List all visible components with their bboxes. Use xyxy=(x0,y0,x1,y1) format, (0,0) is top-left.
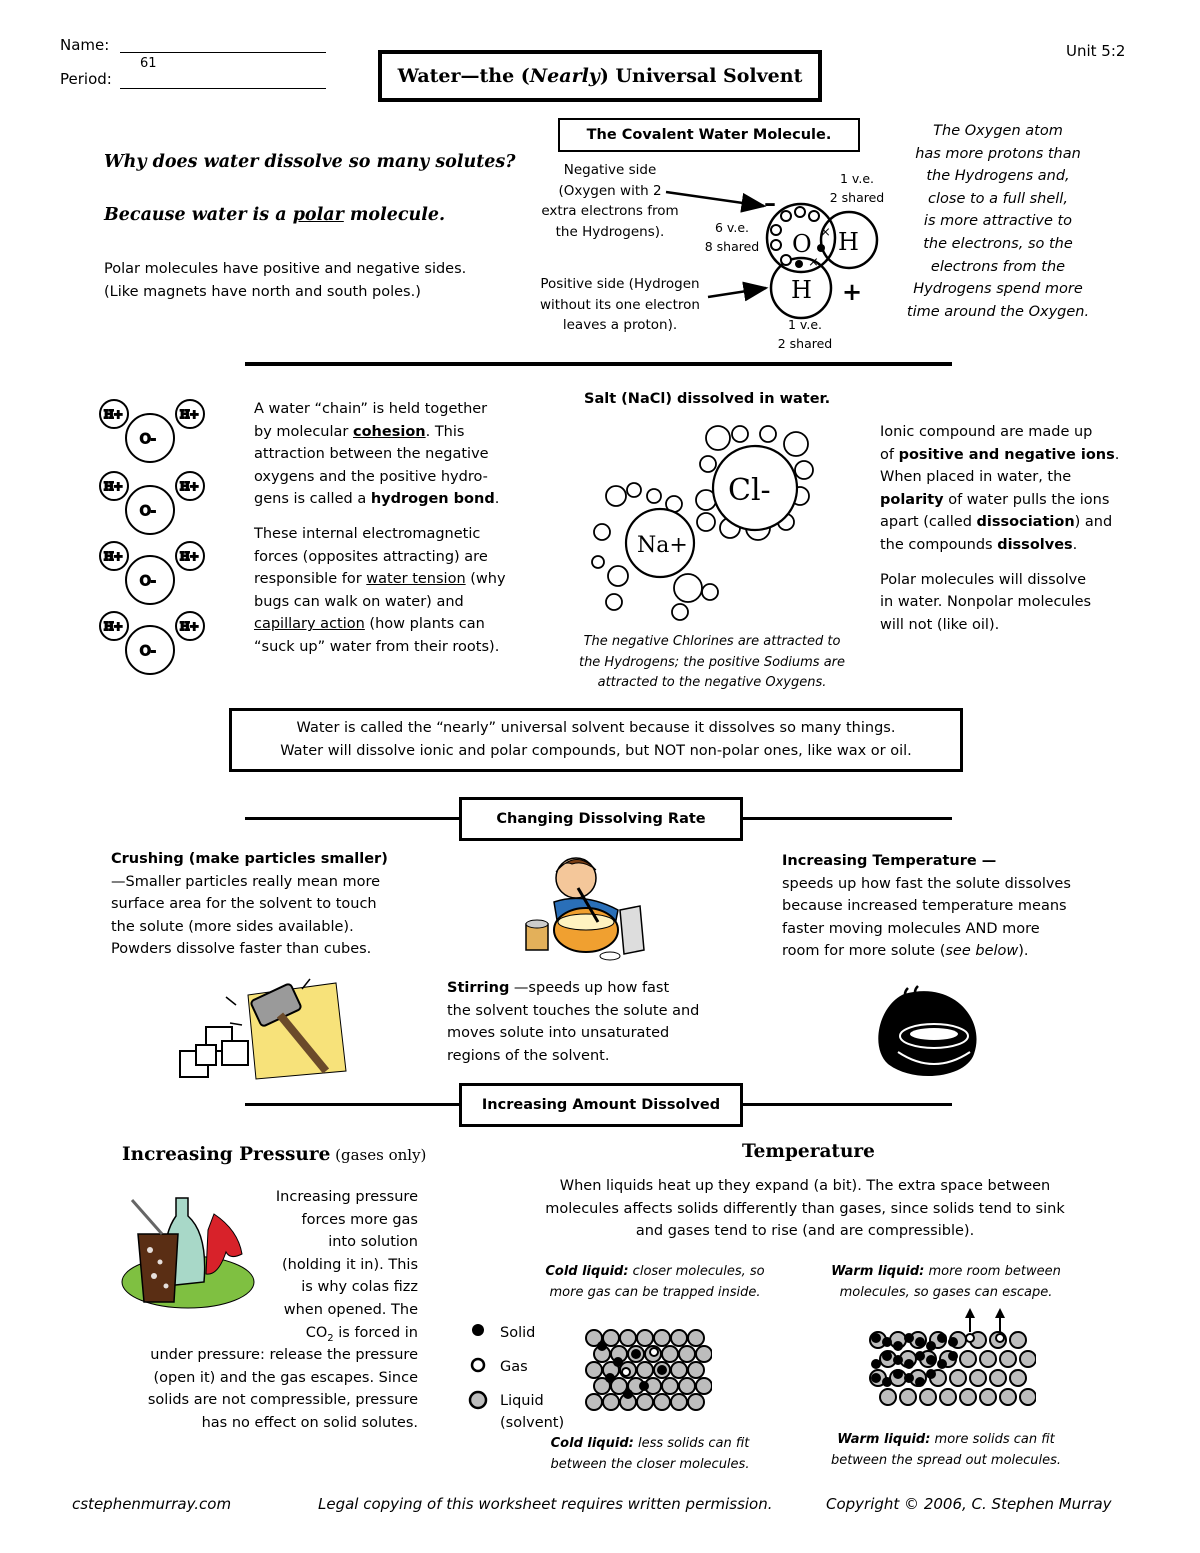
hydrogen-label: H+ xyxy=(180,620,199,633)
solid-particle xyxy=(926,1341,936,1351)
solid-particle xyxy=(623,1389,633,1399)
gas-particle xyxy=(622,1368,630,1376)
water-molecule-small xyxy=(732,426,748,442)
hydrogen-label: H+ xyxy=(180,480,199,493)
water-molecule-small xyxy=(606,594,622,610)
liquid-particle xyxy=(637,1362,653,1378)
water-molecule xyxy=(100,472,204,534)
liquid-particle xyxy=(950,1370,966,1386)
water-chain-text: A water “chain” is held together by molecular cohesion. This attraction between the negative oxygens and the positive hydro- gens is called a hydrogen bond. These internal electromagnetic forces (opposites attracting) are responsible for water tension (why bugs can walk on water) and capillary action (how plants can “suck up” water from their roots). xyxy=(254,401,506,655)
temperature-title: Temperature xyxy=(742,1141,875,1162)
liquid-particle xyxy=(980,1351,996,1367)
gas-particle xyxy=(650,1348,658,1356)
water-molecule-small xyxy=(700,456,716,472)
amount-box-title: Increasing Amount Dissolved xyxy=(459,1083,743,1127)
hot-cup-image xyxy=(874,980,986,1080)
oxygen-label: O- xyxy=(140,644,156,659)
hydrogen-label: H+ xyxy=(180,550,199,563)
solid-particle xyxy=(948,1337,958,1347)
salt-dissolved-diagram xyxy=(588,416,822,622)
hydrogen-symbol-bottom: H xyxy=(791,276,812,304)
solid-particle xyxy=(882,1377,892,1387)
liquid-particle xyxy=(990,1370,1006,1386)
solid-particle xyxy=(613,1357,623,1367)
gas-particle xyxy=(996,1334,1004,1342)
liquid-particle xyxy=(654,1330,670,1346)
water-molecule-small xyxy=(702,584,718,600)
solid-particle xyxy=(937,1359,947,1369)
shared-electron xyxy=(817,244,825,252)
positive-side-label: Positive side (Hydrogen without its one electron leaves a proton). xyxy=(540,276,700,333)
water-molecule-small xyxy=(606,486,626,506)
shared-electron-marker: × xyxy=(820,225,831,240)
footer-legal: Legal copying of this worksheet requires written permission. xyxy=(318,1495,773,1513)
oxygen-atom-note: The Oxygen atom has more protons than the Hydrogens and, close to a full shell, is more attractive to the electrons, so the electrons from the Hydrogens spend more time around the Oxygen. xyxy=(906,123,1090,320)
hydrogen-label: H+ xyxy=(104,550,123,563)
crushing-text: Crushing (make particles smaller) —Smaller particles really mean more surface area for the solvent to touch the solute (more sides available). Powders dissolve faster than cubes. xyxy=(111,851,388,958)
liquid-particle xyxy=(970,1370,986,1386)
water-molecule-diagram xyxy=(660,180,890,320)
solid-particle xyxy=(893,1369,903,1379)
solid-particle xyxy=(631,1349,641,1359)
footer-site[interactable]: cstephenmurray.com xyxy=(72,1495,232,1513)
liquid-particle xyxy=(696,1346,712,1362)
polar-explanation: Polar molecules have positive and negative sides. (Like magnets have north and south poles.) xyxy=(104,261,467,300)
water-molecule xyxy=(100,612,204,674)
cold-liquid-solid-caption: Cold liquid: less solids can fit between the closer molecules. xyxy=(550,1436,750,1472)
liquid-particle xyxy=(900,1389,916,1405)
water-molecule-small xyxy=(706,426,730,450)
oxygen-label: O- xyxy=(140,574,156,589)
liquid-particle xyxy=(1020,1351,1036,1367)
oxygen-symbol: O xyxy=(792,230,812,258)
solid-particle xyxy=(937,1333,947,1343)
shared-electron-marker: × xyxy=(808,255,819,270)
hydrogen-bottom-ve: 1 v.e. 2 shared xyxy=(777,317,833,351)
water-molecule-small xyxy=(674,574,702,602)
hydrogen-label: H+ xyxy=(104,620,123,633)
legend-liquid-label: Liquid xyxy=(500,1393,544,1409)
solid-legend-icon xyxy=(472,1324,484,1336)
water-molecule-small xyxy=(608,566,628,586)
water-molecule-small xyxy=(795,461,813,479)
solid-particle xyxy=(657,1365,667,1375)
oxygen-label: O- xyxy=(140,432,156,447)
unit-label: Unit 5:2 xyxy=(1066,42,1126,60)
period-label: Period: xyxy=(60,70,112,88)
ionic-compound-text: Ionic compound are made up of positive and negative ions. When placed in water, the polarity of water pulls the ions apart (called dissociation) and the compounds dissolves. Polar molecules will dissolve in water. Nonpolar molecules will not (like oil). xyxy=(880,424,1120,633)
hydrogen-symbol-right: H xyxy=(838,228,859,256)
liquid-particle xyxy=(688,1330,704,1346)
negative-side-label: Negative side (Oxygen with 2 extra electrons from the Hydrogens). xyxy=(541,162,679,240)
solid-particle xyxy=(871,1359,881,1369)
temperature-text: When liquids heat up they expand (a bit). The extra space between molecules affects solids differently than gases, since solids tend to sink and gases tend to rise (and are compressible). xyxy=(545,1178,1065,1240)
solid-particle xyxy=(915,1377,925,1387)
liquid-particle xyxy=(940,1389,956,1405)
solid-particle xyxy=(871,1373,881,1383)
liquid-particle xyxy=(1000,1351,1016,1367)
name-label: Name: xyxy=(60,36,110,54)
oxygen-label: O- xyxy=(140,504,156,519)
solid-particle xyxy=(904,1333,914,1343)
solid-particle xyxy=(915,1337,925,1347)
solid-particle xyxy=(904,1359,914,1369)
legend-gas-label: Gas xyxy=(500,1359,528,1375)
summary-box xyxy=(229,708,963,772)
name-field[interactable] xyxy=(120,52,326,53)
period-value: 61 xyxy=(140,56,157,71)
liquid-particle xyxy=(920,1389,936,1405)
water-molecule-small xyxy=(784,432,808,456)
liquid-particle xyxy=(671,1362,687,1378)
legend-solvent-label: (solvent) xyxy=(500,1415,565,1431)
water-molecule-small xyxy=(760,426,776,442)
liquid-particle xyxy=(637,1394,653,1410)
liquid-particle xyxy=(1020,1389,1036,1405)
solid-particle xyxy=(926,1355,936,1365)
liquid-particle xyxy=(960,1351,976,1367)
footer-copyright: Copyright © 2006, C. Stephen Murray xyxy=(826,1495,1112,1513)
warm-liquid-solid-caption: Warm liquid: more solids can fit between the spread out molecules. xyxy=(830,1432,1062,1468)
hammer-sugar-cubes-image xyxy=(176,975,352,1085)
section-divider xyxy=(245,362,952,366)
stirring-text: Stirring —speeds up how fast the solvent touches the solute and moves solute into unsaturated regions of the solvent. xyxy=(447,980,700,1064)
water-molecule-small xyxy=(672,604,688,620)
gas-particle xyxy=(966,1334,974,1342)
water-molecule xyxy=(100,400,204,462)
intro-answer: Because water is a polar molecule. xyxy=(104,205,446,225)
warm-liquid-gas-caption: Warm liquid: more room between molecules, so gases can escape. xyxy=(831,1264,1061,1300)
solid-particle xyxy=(882,1351,892,1361)
solid-particle xyxy=(893,1341,903,1351)
legend-solid-label: Solid xyxy=(500,1325,536,1341)
page-title: Water—the (Nearly) Universal Solvent xyxy=(378,50,822,102)
solid-particle xyxy=(893,1355,903,1365)
pressure-title: Increasing Pressure (gases only) xyxy=(122,1144,427,1165)
gas-escape-arrowhead xyxy=(995,1308,1005,1318)
particle-legend-icons xyxy=(466,1318,496,1418)
liquid-particle xyxy=(662,1378,678,1394)
pressure-text-top: Increasing pressure forces more gas into solution (holding it in). This is why colas fizz when opened. The $CO_2$ is forced in xyxy=(275,1189,418,1344)
solid-particle xyxy=(639,1381,649,1391)
positive-arrow xyxy=(708,288,766,297)
shared-electron xyxy=(795,260,803,268)
liquid-particle xyxy=(880,1389,896,1405)
solid-particle xyxy=(915,1351,925,1361)
negative-arrow xyxy=(666,192,764,206)
solid-particle xyxy=(948,1351,958,1361)
liquid-particle xyxy=(688,1394,704,1410)
water-molecule-small xyxy=(594,524,610,540)
liquid-particle xyxy=(603,1394,619,1410)
liquid-particle xyxy=(586,1362,602,1378)
water-molecule xyxy=(100,542,204,604)
liquid-particle xyxy=(679,1346,695,1362)
intro-question: Why does water dissolve so many solutes? xyxy=(104,152,516,172)
liquid-legend-icon xyxy=(470,1392,486,1408)
cold-liquid-particles xyxy=(582,1328,712,1414)
solid-particle xyxy=(926,1369,936,1379)
hydrogen-label: H+ xyxy=(104,408,123,421)
liquid-particle xyxy=(620,1330,636,1346)
water-molecule-small xyxy=(697,513,715,531)
solid-particle xyxy=(597,1341,607,1351)
gas-escape-arrowhead xyxy=(965,1308,975,1318)
salt-title: Salt (NaCl) dissolved in water. xyxy=(584,391,831,407)
stirring-kid-image xyxy=(524,848,648,966)
liquid-particle xyxy=(671,1330,687,1346)
liquid-particle xyxy=(586,1394,602,1410)
liquid-particle xyxy=(980,1389,996,1405)
salt-caption: The negative Chlorines are attracted to the Hydrogens; the positive Sodiums are attracted to the negative Oxygens. xyxy=(578,634,846,690)
minus-sign: – xyxy=(764,188,776,217)
water-molecule-small xyxy=(592,556,604,568)
liquid-particle xyxy=(688,1362,704,1378)
liquid-particle xyxy=(1010,1370,1026,1386)
summary-line-2: Water will dissolve ionic and polar compounds, but NOT non-polar ones, like wax or oil. xyxy=(280,742,912,759)
hydrogen-label: H+ xyxy=(180,408,199,421)
liquid-particle xyxy=(1010,1332,1026,1348)
warm-liquid-particles xyxy=(866,1308,1036,1414)
solid-particle xyxy=(882,1337,892,1347)
oxygen-ve: 6 v.e. 8 shared xyxy=(704,220,760,254)
plus-sign: + xyxy=(842,277,863,306)
solid-particle xyxy=(605,1373,615,1383)
rate-box-title: Changing Dissolving Rate xyxy=(459,797,743,841)
liquid-particle xyxy=(654,1394,670,1410)
liquid-particle xyxy=(637,1330,653,1346)
summary-line-1: Water is called the “nearly” universal solvent because it dissolves so many things. xyxy=(296,720,896,736)
solid-particle xyxy=(871,1333,881,1343)
liquid-particle xyxy=(679,1378,695,1394)
chloride-label: Cl- xyxy=(728,473,771,508)
covalent-box-title: The Covalent Water Molecule. xyxy=(558,118,860,152)
water-molecule-small xyxy=(647,489,661,503)
gas-legend-icon xyxy=(472,1359,484,1371)
liquid-particle xyxy=(960,1389,976,1405)
liquid-particle xyxy=(696,1378,712,1394)
liquid-particle xyxy=(1000,1389,1016,1405)
sodium-label: Na+ xyxy=(637,533,688,558)
water-molecule-small xyxy=(627,483,641,497)
water-chain-diagram xyxy=(92,396,216,692)
liquid-particle xyxy=(671,1394,687,1410)
hydrogen-top-ve: 1 v.e. 2 shared xyxy=(829,171,885,205)
period-field[interactable] xyxy=(120,88,326,89)
liquid-particle xyxy=(662,1346,678,1362)
temperature-rate-text: Increasing Temperature — speeds up how fast the solute dissolves because increased temperature means faster moving molecules AND more room for more solute (see below). xyxy=(782,853,1071,960)
hydrogen-label: H+ xyxy=(104,480,123,493)
solid-particle xyxy=(904,1373,914,1383)
pressure-text-bottom: under pressure: release the pressure (open it) and the gas escapes. Since solids are not compressible, pressure has no effect on solid solutes. xyxy=(147,1347,418,1431)
cold-liquid-gas-caption: Cold liquid: closer molecules, so more gas can be trapped inside. xyxy=(545,1264,765,1300)
